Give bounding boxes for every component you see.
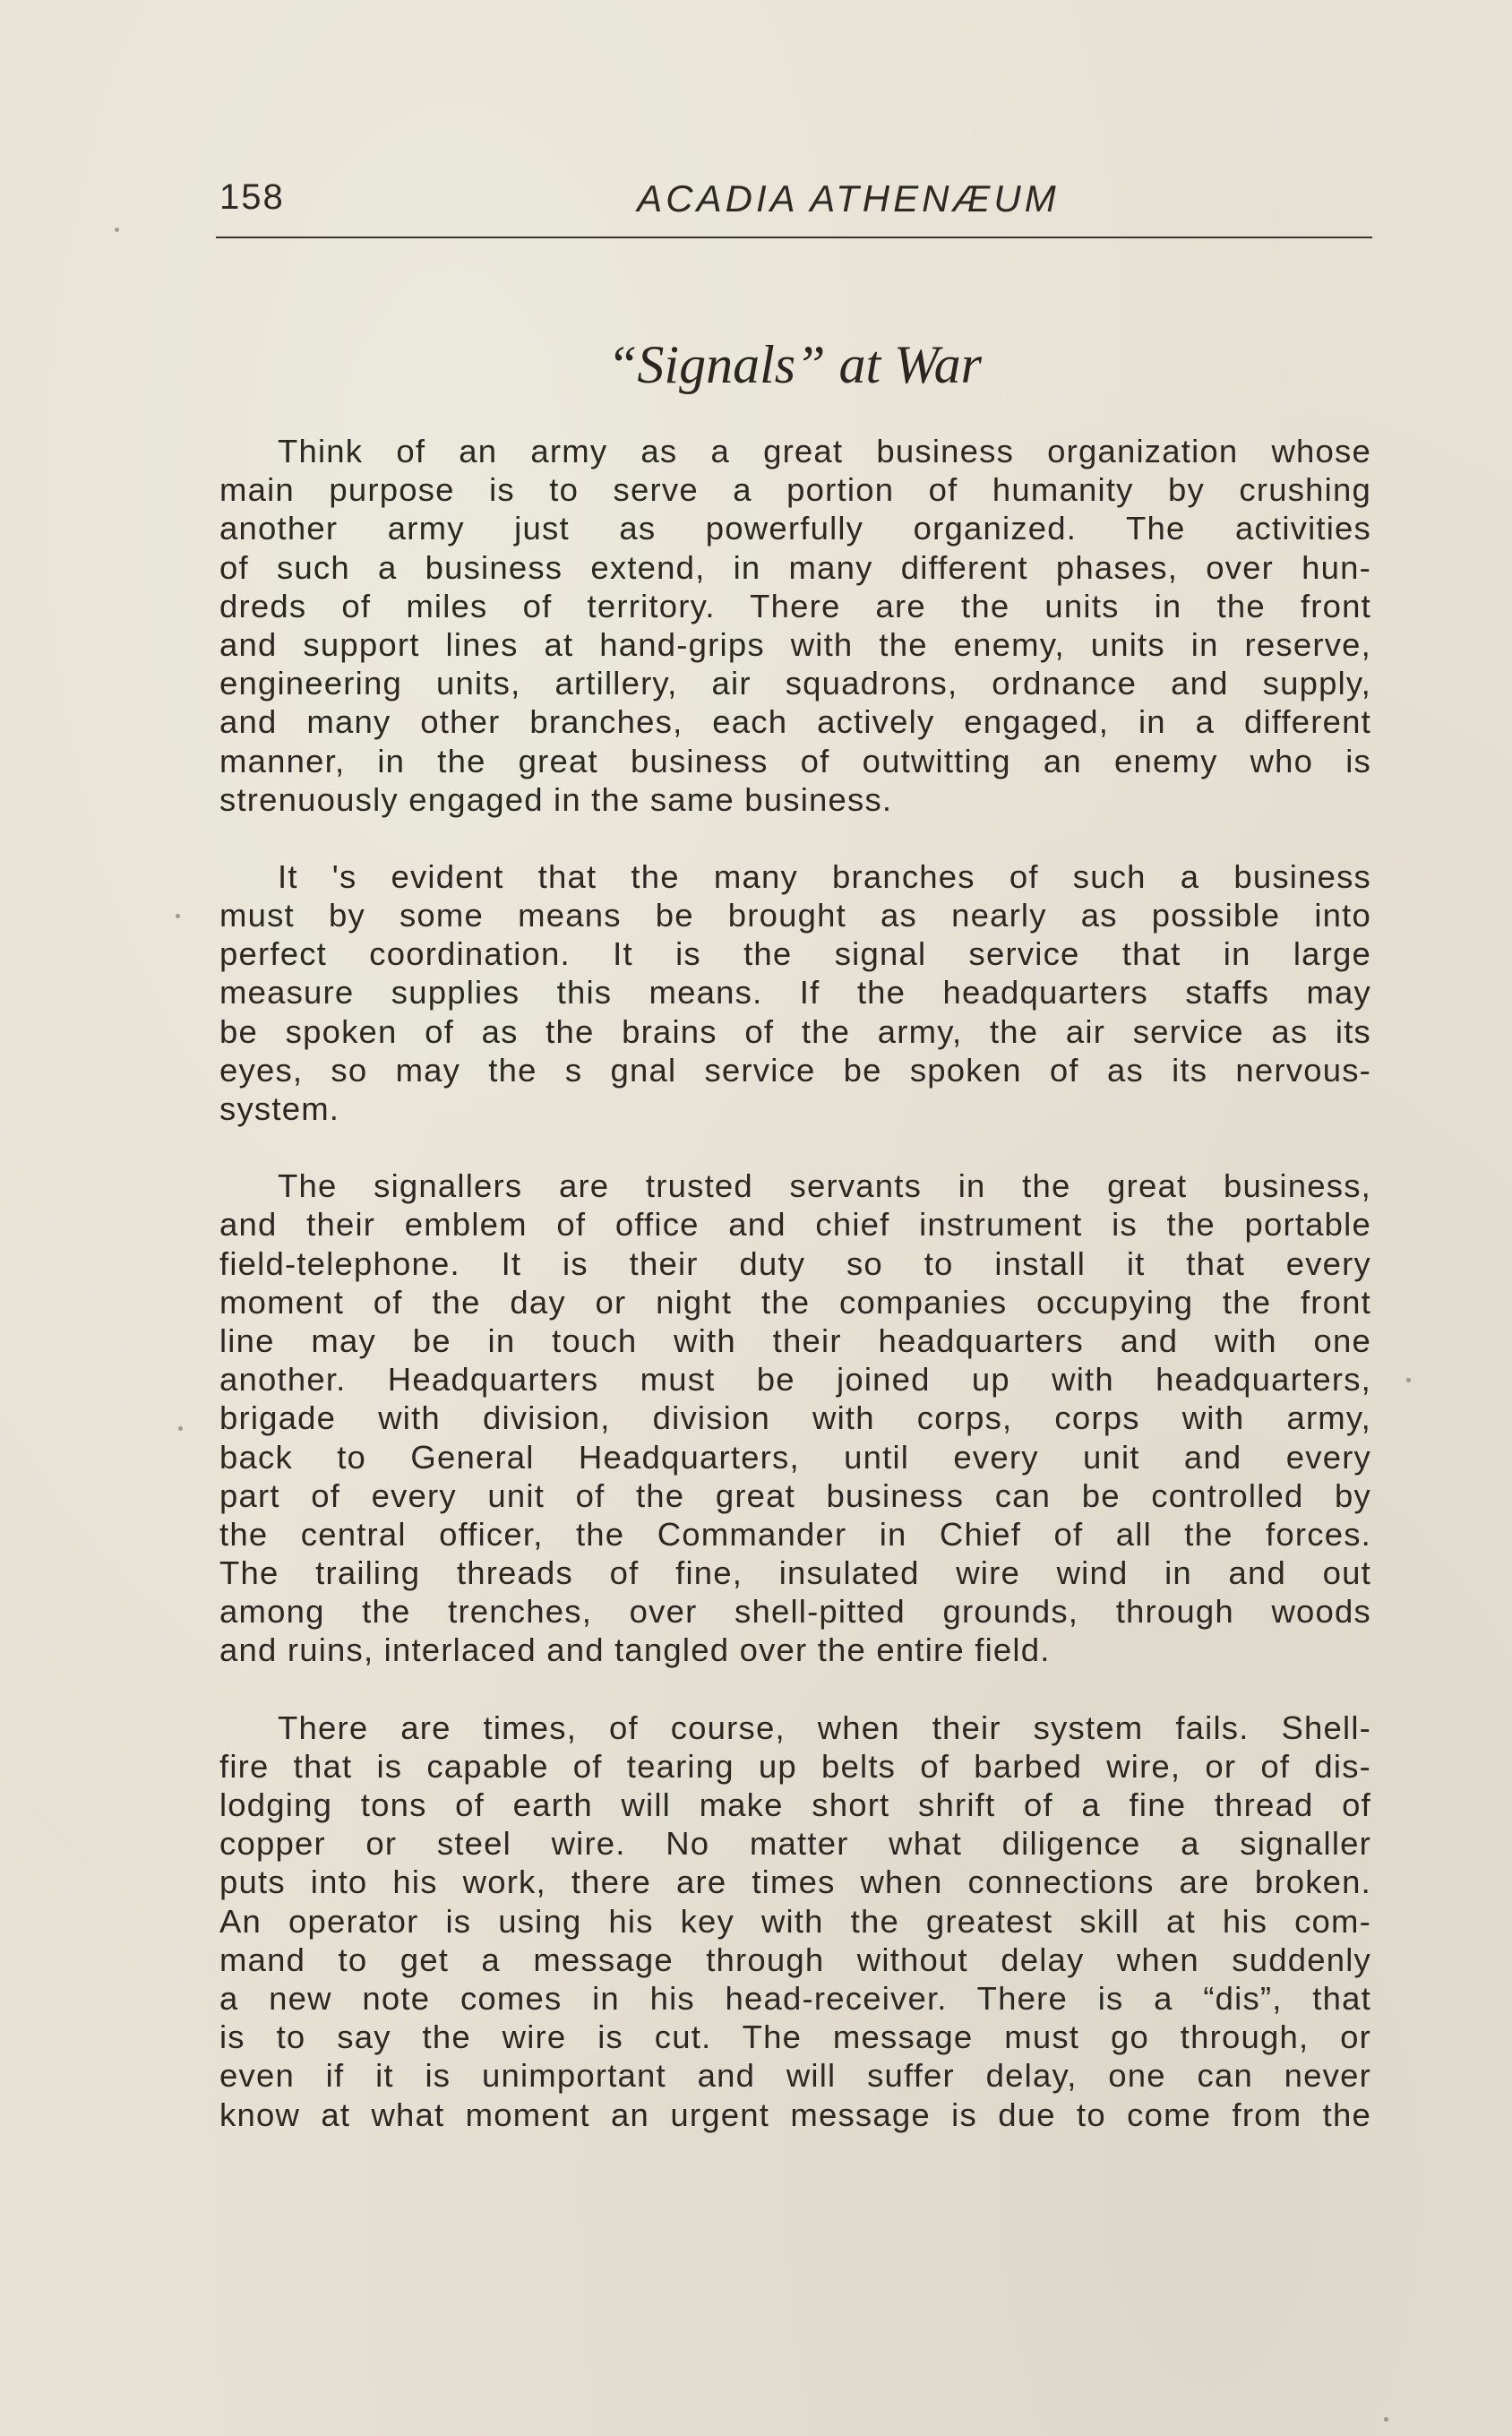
paper-speck — [1406, 1378, 1411, 1382]
text-line: measure supplies this means. If the headquarters staffs may — [219, 974, 1371, 1011]
text-line: fire that is capable of tearing up belts of barbed wire, or of dis- — [219, 1747, 1371, 1785]
text-line: line may be in touch with their headquarters and with one — [219, 1321, 1371, 1359]
text-line: even if it is unimportant and will suffer delay, one can never — [219, 2057, 1371, 2095]
article-paragraph — [219, 432, 1371, 819]
text-line: and ruins, interlaced and tangled over the entire field. — [219, 1631, 1051, 1669]
text-line: and their emblem of office and chief instrument is the portable — [219, 1206, 1371, 1244]
text-line: among the trenches, over shell-pitted grounds, through woods — [219, 1593, 1371, 1631]
text-line: There are times, of course, when their system fails. Shell- — [278, 1709, 1371, 1746]
text-line: An operator is using his key with the greatest skill at his com- — [219, 1902, 1371, 1940]
paper-speck — [178, 1426, 183, 1431]
text-line: Think of an army as a great business organization whose — [278, 433, 1371, 469]
text-line: another army just as powerfully organized. The activities — [219, 510, 1371, 547]
text-line: of such a business extend, in many different phases, over hun- — [219, 548, 1371, 586]
text-line: know at what moment an urgent message is due to come from the — [219, 2096, 1371, 2133]
text-line: engineering units, artillery, air squadrons, ordnance and supply, — [219, 665, 1371, 702]
text-line: and many other branches, each actively engaged, in a different — [219, 703, 1371, 741]
text-line: It 's evident that the many branches of such a business — [278, 857, 1371, 895]
text-line: main purpose is to serve a portion of humanity by crushing — [219, 471, 1371, 509]
text-line: back to General Headquarters, until every unit and every — [219, 1438, 1371, 1476]
text-line: lodging tons of earth will make short shrift of a fine thread of — [219, 1786, 1371, 1823]
article-paragraph — [219, 1166, 1371, 1669]
article-body — [219, 432, 1371, 2173]
text-line: dreds of miles of territory. There are the units in the front — [219, 587, 1371, 624]
page-number: 158 — [219, 177, 285, 217]
running-head: ACADIA ATHENÆUM — [637, 177, 1060, 219]
text-line: The signallers are trusted servants in the great business, — [278, 1167, 1371, 1205]
text-line: copper or steel wire. No matter what diligence a signaller — [219, 1825, 1371, 1863]
paper-speck — [176, 914, 180, 918]
article-paragraph — [219, 857, 1371, 1128]
header-rule — [216, 237, 1372, 238]
text-line: The trailing threads of fine, insulated wire wind in and out — [219, 1554, 1371, 1592]
text-line: a new note comes in his head-receiver. There is a “dis”, that — [219, 1979, 1371, 2017]
text-line: strenuously engaged in the same business. — [219, 780, 893, 818]
text-line: system. — [219, 1090, 340, 1127]
text-line: be spoken of as the brains of the army, the air service as its — [219, 1012, 1371, 1050]
text-line: puts into his work, there are times when connections are broken. — [219, 1864, 1371, 1901]
text-line: eyes, so may the s gnal service be spoken of as its nervous- — [219, 1051, 1371, 1089]
text-line: mand to get a message through without delay when suddenly — [219, 1941, 1371, 1978]
paper-speck — [115, 228, 119, 232]
text-line: perfect coordination. It is the signal service that in large — [219, 935, 1371, 973]
page-header — [218, 177, 1371, 233]
text-line: manner, in the great business of outwitting an enemy who is — [219, 742, 1371, 779]
paper-speck — [1384, 2417, 1388, 2422]
article-title: “Signals” at War — [607, 335, 982, 394]
text-line: and support lines at hand-grips with the enemy, units in reserve, — [219, 625, 1371, 663]
article-paragraph — [219, 1709, 1371, 2134]
text-line: brigade with division, division with corps, corps with army, — [219, 1399, 1371, 1437]
text-line: part of every unit of the great business can be controlled by — [219, 1476, 1371, 1514]
text-line: field-telephone. It is their duty so to install it that every — [219, 1244, 1371, 1282]
text-line: must by some means be brought as nearly as possible into — [219, 897, 1371, 934]
text-line: the central officer, the Commander in Chief of all the forces. — [219, 1515, 1371, 1553]
text-line: is to say the wire is cut. The message must go through, or — [219, 2019, 1371, 2056]
text-line: another. Headquarters must be joined up with headquarters, — [219, 1361, 1371, 1399]
text-line: moment of the day or night the companies occupying the front — [219, 1283, 1371, 1321]
